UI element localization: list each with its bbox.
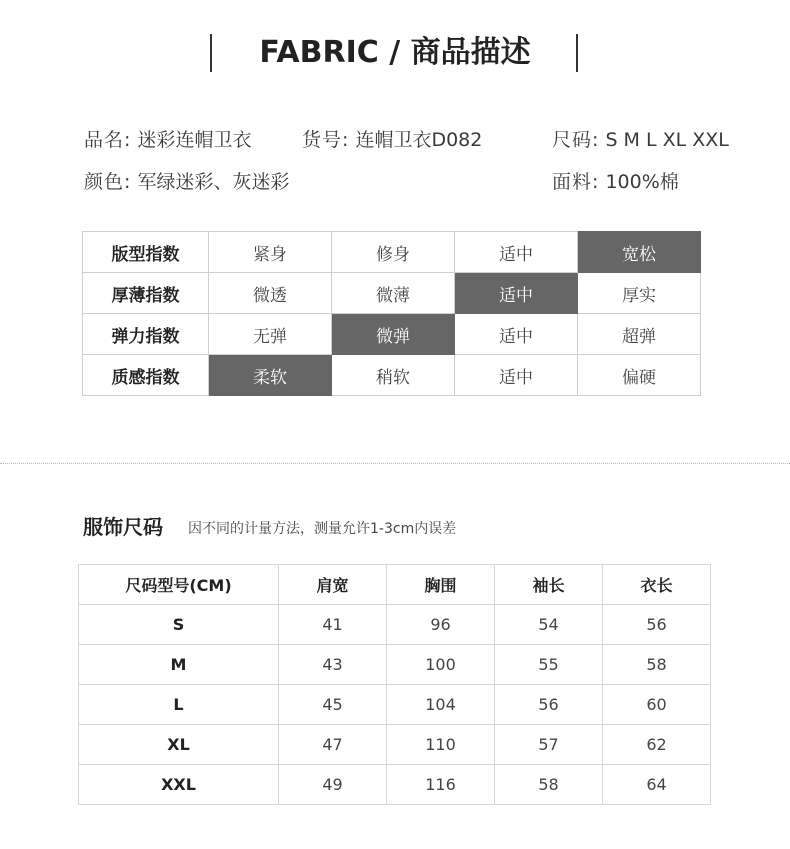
size-value-cell: 116 [387, 765, 495, 805]
product-name-value: 迷彩连帽卫衣 [137, 129, 252, 151]
product-name [84, 128, 251, 152]
size-section-title: 服饰尺码 [83, 515, 163, 539]
size-label-cell: L [79, 685, 279, 725]
product-color-value: 军绿迷彩、灰迷彩 [137, 171, 290, 193]
index-option: 厚实 [578, 273, 701, 314]
product-fabric-value: 100%棉 [605, 171, 679, 193]
index-row-label: 质感指数 [83, 355, 209, 396]
item-number-value: 连帽卫衣D082 [355, 129, 483, 151]
size-value-cell: 57 [495, 725, 603, 765]
title-right-bar [576, 34, 578, 72]
size-range-value: S M L XL XXL [605, 129, 729, 151]
size-label-cell: M [79, 645, 279, 685]
size-value-cell: 100 [387, 645, 495, 685]
size-value-cell: 58 [603, 645, 711, 685]
index-option: 适中 [455, 355, 578, 396]
product-color-label: 颜色: [84, 171, 132, 193]
index-option: 适中 [455, 232, 578, 273]
index-option: 微透 [209, 273, 332, 314]
index-option: 适中 [455, 314, 578, 355]
index-row-label: 弹力指数 [83, 314, 209, 355]
section-divider [0, 463, 790, 464]
table-row [79, 725, 711, 765]
size-section-note: 因不同的计量方法，测量允许1-3cm内误差 [188, 521, 457, 537]
size-table-header-cell: 胸围 [387, 565, 495, 605]
size-value-cell: 96 [387, 605, 495, 645]
size-value-cell: 60 [603, 685, 711, 725]
size-range-label: 尺码: [552, 129, 600, 151]
size-label-cell: XL [79, 725, 279, 765]
table-row [79, 605, 711, 645]
size-value-cell: 56 [603, 605, 711, 645]
table-row [79, 645, 711, 685]
index-option: 微薄 [332, 273, 455, 314]
size-value-cell: 41 [279, 605, 387, 645]
item-number [302, 128, 482, 152]
size-value-cell: 54 [495, 605, 603, 645]
size-range [552, 128, 729, 152]
size-value-cell: 64 [603, 765, 711, 805]
size-value-cell: 43 [279, 645, 387, 685]
index-option: 无弹 [209, 314, 332, 355]
size-value-cell: 47 [279, 725, 387, 765]
size-value-cell: 45 [279, 685, 387, 725]
index-option: 稍软 [332, 355, 455, 396]
size-value-cell: 110 [387, 725, 495, 765]
size-value-cell: 56 [495, 685, 603, 725]
size-value-cell: 62 [603, 725, 711, 765]
size-value-cell: 58 [495, 765, 603, 805]
size-table-header [79, 565, 711, 605]
table-row [79, 765, 711, 805]
table-row [79, 685, 711, 725]
product-color [84, 170, 289, 194]
index-row-label: 厚薄指数 [83, 273, 209, 314]
size-table-header-cell: 肩宽 [279, 565, 387, 605]
product-name-label: 品名: [84, 129, 132, 151]
size-table-header-cell: 袖长 [495, 565, 603, 605]
size-value-cell: 55 [495, 645, 603, 685]
index-row [83, 273, 701, 314]
index-option-selected: 柔软 [209, 355, 332, 396]
size-value-cell: 49 [279, 765, 387, 805]
index-option: 修身 [332, 232, 455, 273]
product-fabric [552, 170, 679, 194]
index-option-selected: 宽松 [578, 232, 701, 273]
index-option: 偏硬 [578, 355, 701, 396]
index-row [83, 314, 701, 355]
fabric-index-table [82, 231, 701, 396]
size-table [78, 564, 711, 805]
index-option: 超弹 [578, 314, 701, 355]
index-row [83, 232, 701, 273]
index-option-selected: 适中 [455, 273, 578, 314]
size-label-cell: S [79, 605, 279, 645]
item-number-label: 货号: [302, 129, 350, 151]
size-value-cell: 104 [387, 685, 495, 725]
page-title: FABRIC / 商品描述 [259, 35, 531, 70]
size-table-header-cell: 衣长 [603, 565, 711, 605]
index-row-label: 版型指数 [83, 232, 209, 273]
size-label-cell: XXL [79, 765, 279, 805]
index-option: 紧身 [209, 232, 332, 273]
index-option-selected: 微弹 [332, 314, 455, 355]
index-row [83, 355, 701, 396]
size-table-header-cell: 尺码型号(CM) [79, 565, 279, 605]
product-fabric-label: 面料: [552, 171, 600, 193]
